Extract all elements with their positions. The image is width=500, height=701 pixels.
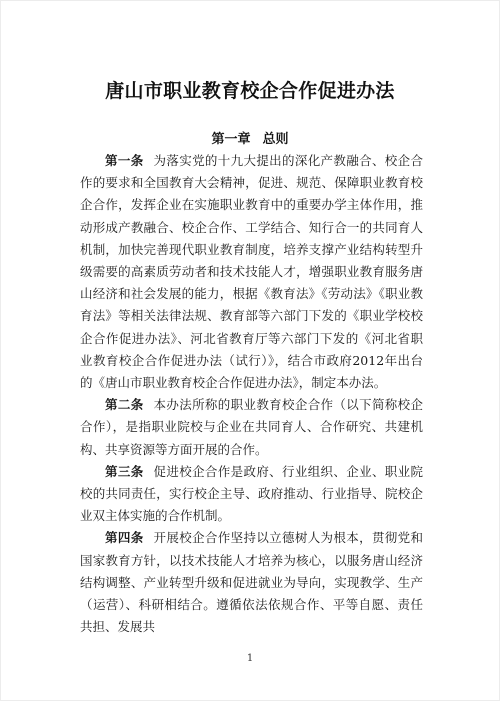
article-text: 本办法所称的职业教育校企合作（以下简称校企合作），是指职业院校与企业在共同育人、合作研究、共建机构、共享资源等方面开展的合作。 [80,397,423,457]
article-label: 第二条 [105,397,144,413]
article-text: 促进校企合作是政府、行业组织、企业、职业院校的共同责任，实行校企主导、政府推动、行业指导、院校企业双主体实施的合作机制。 [80,463,423,524]
article-text: 为落实党的十九大提出的深化产教融合、校企合作的要求和全国教育大会精神，促进、规范、保障职业教育校企合作，发挥企业在实施职业教育中的重要办学主体作用，推动形成产教融合、校企合作、工学结合、知行合一的共同育人机制，加快完善现代职业教育制度，培养支撑产业结构转型升级需要的高素质劳动者和技术技能人才，增强职业教育服务唐山经济和社会发展的能力，根据《教育法》《劳动法》《职业教育法》等相关法律法规、教育部等六部门下发的《职业学校校企合作促进办法》、河北省教育厅等六部门下发的《河北省职业教育校企合作促进办法（试行）》，结合市政府2012年出台的《唐山市职业教育校企合作促进办法》，制定本办法。 [80,153,423,391]
article-text: 开展校企合作坚持以立德树人为根本，贯彻党和国家教育方针，以技术技能人才培养为核心，以服务唐山经济结构调整、产业转型升级和促进就业为导向，实现教学、生产（运营）、科研相结合。遵循依法依规合作、平等自愿、责任共担、发展共 [80,530,423,635]
article-3 [80,461,423,528]
document-body [80,150,423,638]
article-1 [80,150,423,394]
article-label: 第四条 [105,530,144,546]
chapter-number: 第一章 [211,132,251,147]
article-2 [80,394,423,461]
chapter-heading [0,128,500,147]
article-label: 第一条 [105,153,144,168]
article-4 [80,527,423,638]
document-title: 唐山市职业教育校企合作促进办法 [105,80,395,102]
page-number: 1 [246,653,254,664]
article-label: 第三条 [105,463,144,479]
chapter-name: 总则 [262,132,289,147]
